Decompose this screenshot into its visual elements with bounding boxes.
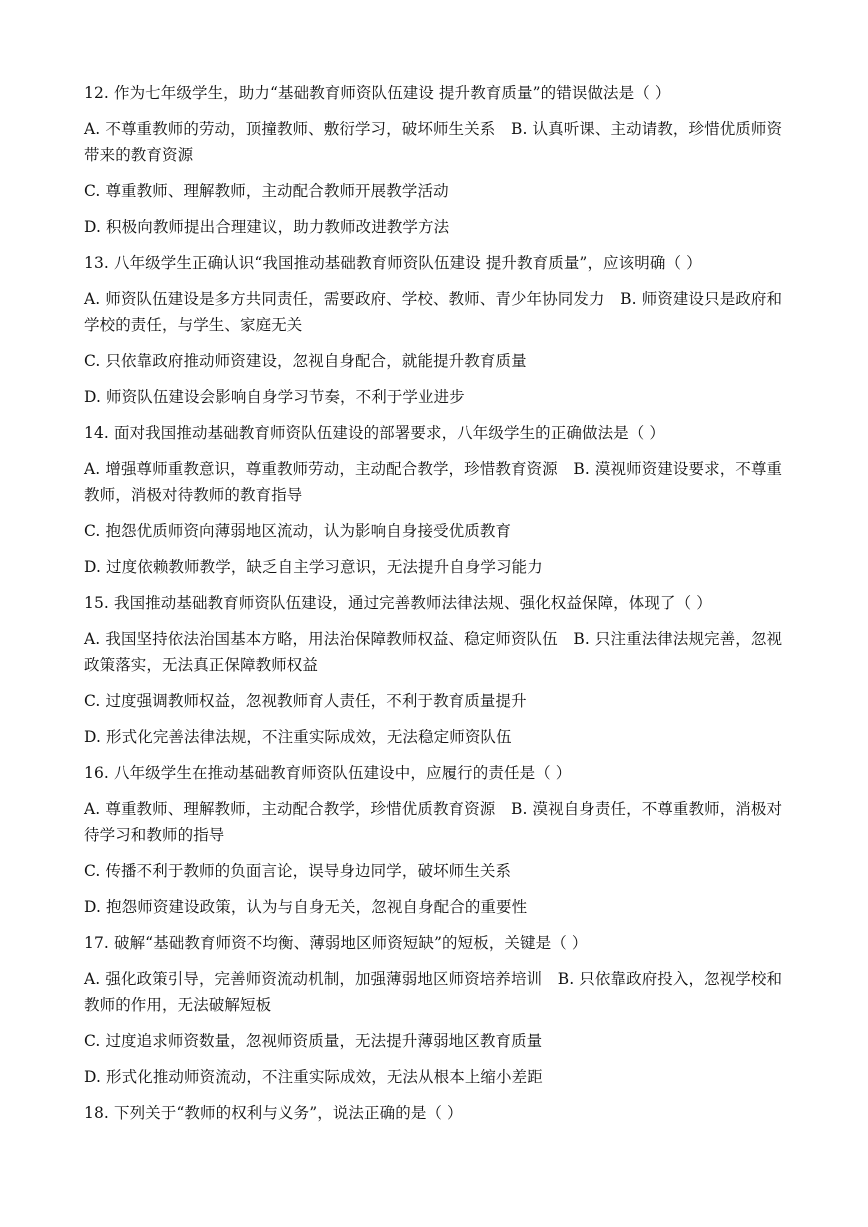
option-line: A. 师资队伍建设是多方共同责任，需要政府、学校、教师、青少年协同发力 B. 师资建设只是政府和学校的责任，与学生、家庭无关 [84,290,783,334]
option-line: C. 传播不利于教师的负面言论，误导身边同学，破坏师生关系 [84,862,512,880]
question-stem: 14. 面对我国推动基础教育师资队伍建设的部署要求，八年级学生的正确做法是（ ） [84,424,666,442]
option-line: D. 形式化推动师资流动，不注重实际成效，无法从根本上缩小差距 [84,1068,543,1086]
option-line: D. 抱怨师资建设政策，认为与自身无关，忽视自身配合的重要性 [84,898,528,916]
exam-page [84,80,790,1136]
option-line: C. 过度强调教师权益，忽视教师育人责任，不利于教育质量提升 [84,692,527,710]
option-line: C. 过度追求师资数量，忽视师资质量，无法提升薄弱地区教育质量 [84,1032,543,1050]
option-line: C. 抱怨优质师资向薄弱地区流动，认为影响自身接受优质教育 [84,522,512,540]
option-line: A. 我国坚持依法治国基本方略，用法治保障教师权益、稳定师资队伍 B. 只注重法律法规完善，忽视政策落实，无法真正保障教师权益 [84,630,783,674]
option-line: C. 尊重教师、理解教师，主动配合教师开展教学活动 [84,182,449,200]
question-stem: 12. 作为七年级学生，助力“基础教育师资队伍建设 提升教育质量”的错误做法是（ ） [84,84,671,102]
question-stem: 18. 下列关于“教师的权利与义务”，说法正确的是（ ） [84,1104,463,1122]
question-stem: 17. 破解“基础教育师资不均衡、薄弱地区师资短缺”的短板，关键是（ ） [84,934,588,952]
question-16 [84,760,790,920]
question-13 [84,250,790,410]
option-line: A. 强化政策引导，完善师资流动机制，加强薄弱地区师资培养培训 B. 只依靠政府投入，忽视学校和教师的作用，无法破解短板 [84,970,783,1014]
option-line: D. 形式化完善法律法规，不注重实际成效，无法稳定师资队伍 [84,728,512,746]
question-17 [84,930,790,1090]
option-line: A. 增强尊师重教意识，尊重教师劳动，主动配合教学，珍惜教育资源 B. 漠视师资建设要求，不尊重教师，消极对待教师的教育指导 [84,460,783,504]
question-stem: 16. 八年级学生在推动基础教育师资队伍建设中，应履行的责任是（ ） [84,764,572,782]
option-line: C. 只依靠政府推动师资建设，忽视自身配合，就能提升教育质量 [84,352,527,370]
option-line: D. 积极向教师提出合理建议，助力教师改进教学方法 [84,218,450,236]
option-line: A. 不尊重教师的劳动，顶撞教师、敷衍学习，破坏师生关系 B. 认真听课、主动请教，珍惜优质师资带来的教育资源 [84,120,783,164]
question-15 [84,590,790,750]
question-12 [84,80,790,240]
option-line: D. 过度依赖教师教学，缺乏自主学习意识，无法提升自身学习能力 [84,558,543,576]
option-line: D. 师资队伍建设会影响自身学习节奏，不利于学业进步 [84,388,465,406]
question-18 [84,1100,790,1126]
question-stem: 13. 八年级学生正确认识“我国推动基础教育师资队伍建设 提升教育质量”，应该明确（ ） [84,254,702,272]
option-line: A. 尊重教师、理解教师，主动配合教学，珍惜优质教育资源 B. 漠视自身责任，不尊重教师，消极对待学习和教师的指导 [84,800,783,844]
question-stem: 15. 我国推动基础教育师资队伍建设，通过完善教师法律法规、强化权益保障，体现了（ ） [84,594,712,612]
question-14 [84,420,790,580]
